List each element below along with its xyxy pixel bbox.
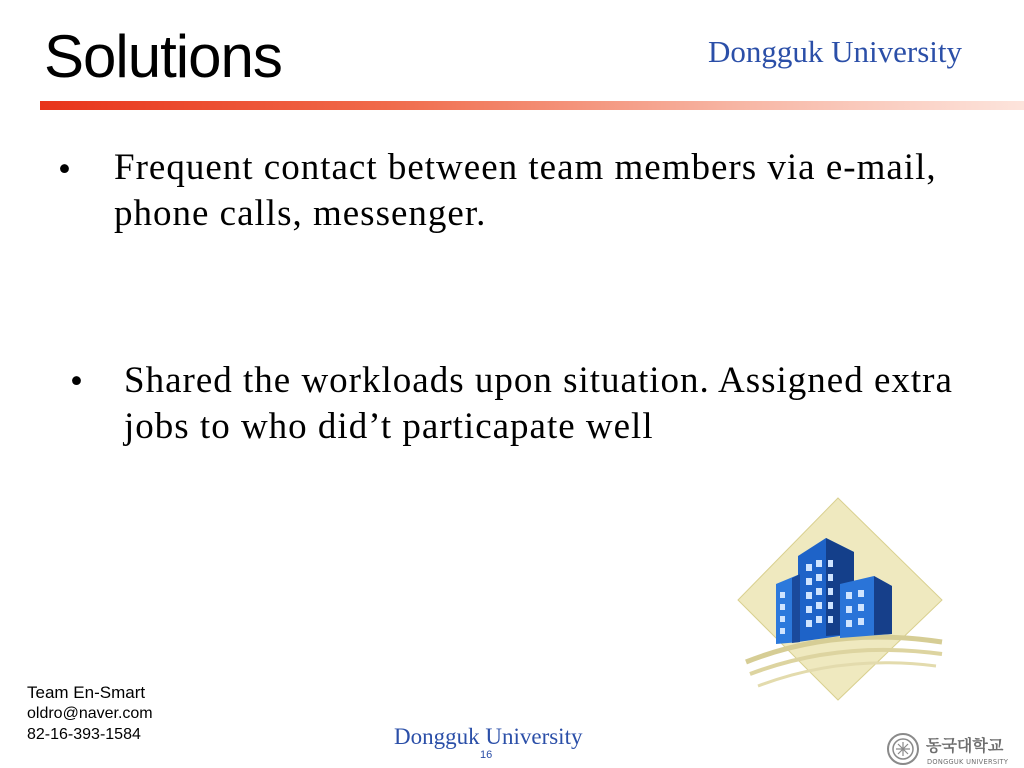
slide-title: Solutions	[44, 23, 282, 90]
bullet-text: Frequent contact between team members via e-mail, phone calls, messenger.	[114, 147, 937, 234]
header-brand: Dongguk University	[707, 34, 962, 69]
team-email: oldro@naver.com	[27, 705, 153, 722]
title-divider	[40, 101, 1024, 110]
page-number: 16	[480, 749, 493, 761]
logo-korean-text: 동국대학교	[926, 736, 1004, 755]
team-phone: 82-16-393-1584	[27, 726, 141, 743]
bullet-marker: •	[58, 149, 72, 190]
buildings-clipart-icon	[736, 494, 946, 704]
university-seal-icon	[886, 731, 1024, 768]
bullet-marker: •	[70, 361, 84, 402]
bullet-text: Shared the workloads upon situation. Assigned extra jobs to who did’t particapate well	[124, 360, 953, 447]
footer-team-info	[27, 683, 153, 745]
team-name: Team En-Smart	[27, 683, 146, 702]
footer-brand: Dongguk University	[394, 724, 583, 749]
logo-english-text: DONGGUK UNIVERSITY	[927, 758, 1009, 766]
